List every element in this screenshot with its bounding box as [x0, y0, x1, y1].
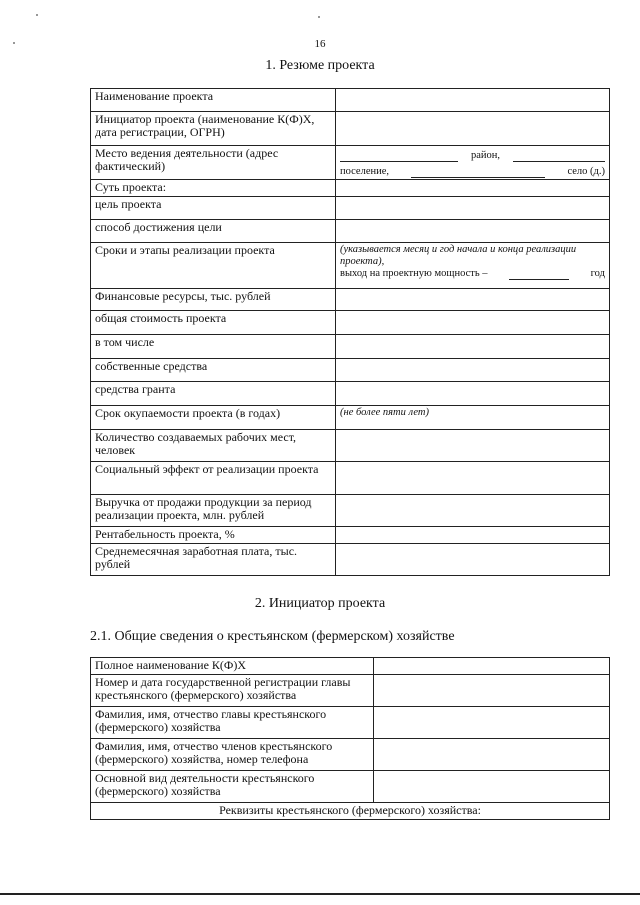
- value-cell[interactable]: [336, 197, 610, 220]
- value-cell[interactable]: [336, 495, 610, 527]
- value-cell[interactable]: [336, 527, 610, 544]
- value-cell[interactable]: [336, 335, 610, 359]
- value-cell[interactable]: [336, 112, 610, 146]
- row-label: Фамилия, имя, отчество главы крестьянского (фермерского) хозяйства: [91, 707, 374, 739]
- timeline-value-cell[interactable]: [336, 243, 610, 289]
- value-cell[interactable]: [374, 739, 610, 771]
- farm-info-table: [90, 657, 610, 820]
- value-cell[interactable]: [374, 771, 610, 803]
- value-cell[interactable]: [336, 382, 610, 406]
- value-cell[interactable]: [336, 462, 610, 495]
- payback-value-cell[interactable]: (не более пяти лет): [336, 406, 610, 430]
- value-cell[interactable]: [336, 180, 610, 197]
- row-label: собственные средства: [91, 359, 336, 382]
- row-label: Инициатор проекта (наименование К(Ф)Х, дата регистрации, ОГРН): [91, 112, 336, 146]
- district-label: район,: [470, 150, 501, 161]
- row-label: Место ведения деятельности (адрес фактический): [91, 146, 336, 180]
- row-label: Финансовые ресурсы, тыс. рублей: [91, 289, 336, 311]
- page-number: 16: [314, 38, 326, 50]
- row-label: средства гранта: [91, 382, 336, 406]
- row-label: Номер и дата государственной регистрации главы крестьянского (фермерского) хозяйства: [91, 675, 374, 707]
- row-label: способ достижения цели: [91, 220, 336, 243]
- row-label: Суть проекта:: [91, 180, 336, 197]
- value-cell[interactable]: [374, 675, 610, 707]
- row-label: общая стоимость проекта: [91, 311, 336, 335]
- section-title-summary: 1. Резюме проекта: [265, 58, 375, 73]
- section-title-initiator: 2. Инициатор проекта: [254, 596, 386, 611]
- row-label: Основной вид деятельности крестьянского (фермерского) хозяйства: [91, 771, 374, 803]
- row-label: Выручка от продажи продукции за период реализации проекта, млн. рублей: [91, 495, 336, 527]
- row-label: в том числе: [91, 335, 336, 359]
- year-label: год: [590, 268, 605, 279]
- bottom-rule: [0, 893, 640, 895]
- row-label: Наименование проекта: [91, 89, 336, 112]
- section-title-farm-info: 2.1. Общие сведения о крестьянском (фермерском) хозяйстве: [90, 629, 455, 644]
- value-cell[interactable]: [336, 359, 610, 382]
- scan-speck: [36, 14, 38, 16]
- row-label: цель проекта: [91, 197, 336, 220]
- row-label: Фамилия, имя, отчество членов крестьянского (фермерского) хозяйства, номер телефона: [91, 739, 374, 771]
- row-label: Полное наименование К(Ф)Х: [91, 658, 374, 675]
- value-cell[interactable]: [336, 220, 610, 243]
- value-cell[interactable]: [336, 89, 610, 112]
- value-cell[interactable]: [374, 707, 610, 739]
- row-label: Сроки и этапы реализации проекта: [91, 243, 336, 289]
- value-cell[interactable]: [374, 658, 610, 675]
- row-label: Рентабельность проекта, %: [91, 527, 336, 544]
- capacity-label: выход на проектную мощность –: [340, 268, 488, 279]
- village-label: село (д.): [567, 166, 605, 177]
- timeline-note: (указывается месяц и год начала и конца реализации проекта),: [340, 244, 577, 267]
- value-cell[interactable]: [336, 544, 610, 576]
- location-value-cell[interactable]: [336, 146, 610, 180]
- value-cell[interactable]: [336, 430, 610, 462]
- farm-requisites-header: Реквизиты крестьянского (фермерского) хозяйства:: [91, 803, 610, 820]
- settlement-label: поселение,: [340, 166, 390, 177]
- project-summary-table: [90, 88, 610, 576]
- value-cell[interactable]: [336, 311, 610, 335]
- value-cell[interactable]: [336, 289, 610, 311]
- scan-speck: [318, 16, 320, 18]
- row-label: Социальный эффект от реализации проекта: [91, 462, 336, 495]
- row-label: Среднемесячная заработная плата, тыс. рублей: [91, 544, 336, 576]
- row-label: Срок окупаемости проекта (в годах): [91, 406, 336, 430]
- row-label: Количество создаваемых рабочих мест, человек: [91, 430, 336, 462]
